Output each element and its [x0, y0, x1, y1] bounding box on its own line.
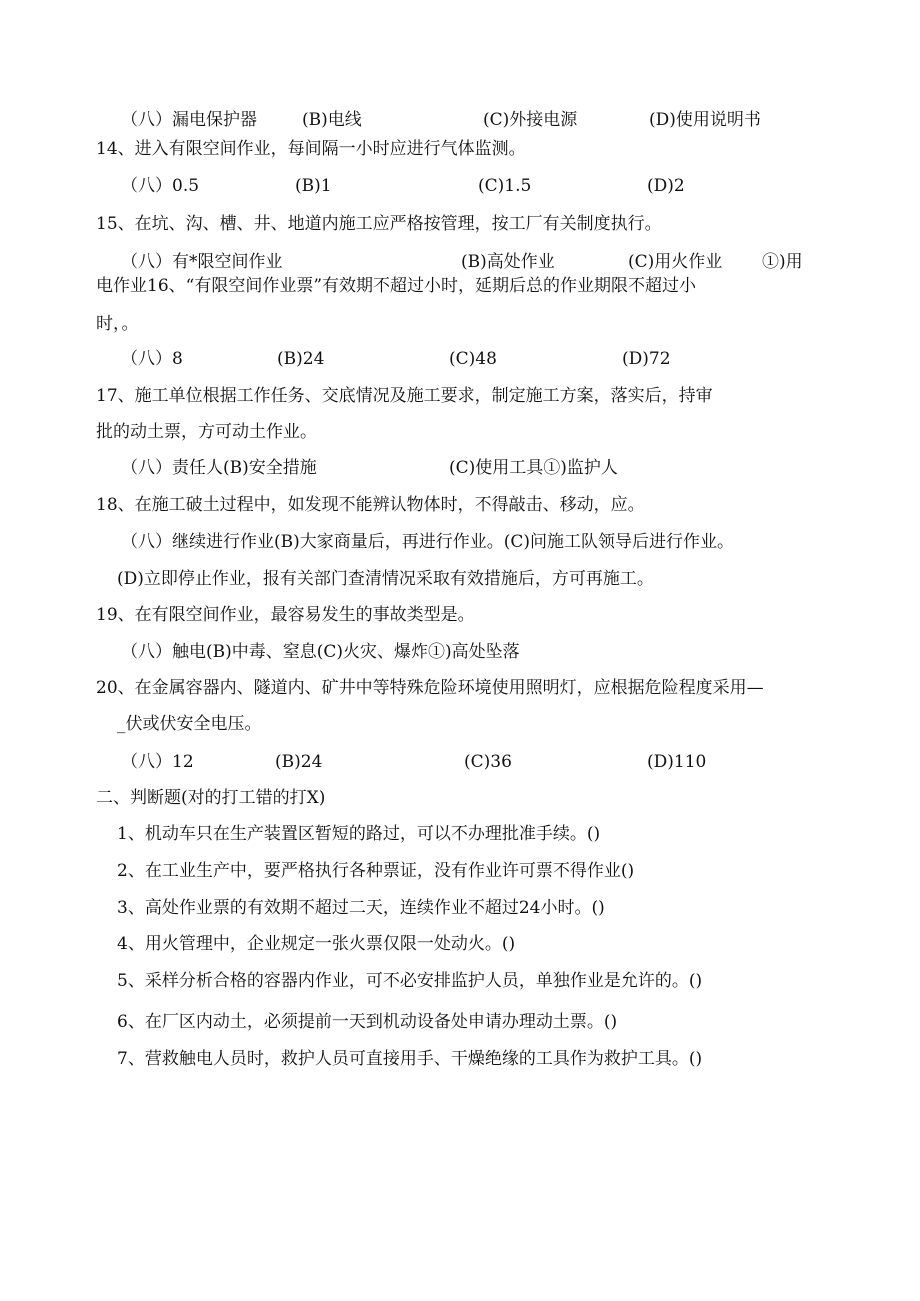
- q14-stem: 14、进入有限空间作业，每间隔一小时应进行气体监测。: [96, 139, 526, 159]
- q19-stem: 19、在有限空间作业，最容易发生的事故类型是。: [96, 605, 475, 625]
- tf-item-7: 7、营救触电人员时，救护人员可直接用手、干燥绝缘的工具作为救护工具。(): [117, 1049, 703, 1069]
- q20-option-a: （八）12: [121, 752, 194, 772]
- q16-stem: 16、“有限空间作业票”有效期不超过小时，延期后总的作业期限不超过小: [147, 276, 697, 296]
- q13-option-c: (C)外接电源: [483, 110, 578, 130]
- q17-stem-cont: 批的动土票，方可动土作业。: [96, 422, 317, 442]
- q19-options: （八）触电(B)中毒、窒息(C)火灾、爆炸①)高处坠落: [121, 642, 520, 662]
- q18-option-d: (D)立即停止作业，报有关部门查清情况采取有效措施后，方可再施工。: [117, 569, 654, 589]
- q15-stem: 15、在坑、沟、槽、井、地道内施工应严格按管理，按工厂有关制度执行。: [96, 214, 662, 234]
- q17-options-ab: （八）责任人(B)安全措施: [121, 458, 317, 478]
- q20-option-b: (B)24: [275, 752, 323, 772]
- section2-title: 二、判断题(对的打工错的打X): [96, 788, 326, 808]
- q14-option-d: (D)2: [647, 176, 685, 196]
- q20-stem: 20、在金属容器内、隧道内、矿井中等特殊危险环境使用照明灯，应根据危险程度采用—: [96, 678, 764, 698]
- q15-option-c: (C)用火作业: [628, 252, 723, 272]
- q17-stem: 17、施工单位根据工作任务、交底情况及施工要求，制定施工方案，落实后，持审: [96, 386, 713, 406]
- q16-option-a: （八）8: [121, 349, 183, 369]
- q13-option-d: (D)使用说明书: [649, 110, 761, 130]
- q15-option-b: (B)高处作业: [461, 252, 555, 272]
- tf-item-1: 1、机动车只在生产装置区暂短的路过，可以不办理批准手续。(): [117, 824, 601, 844]
- q18-options-abc: （八）继续进行作业(B)大家商量后，再进行作业。(C)问施工队领导后进行作业。: [121, 532, 735, 552]
- q14-option-b: (B)1: [295, 176, 332, 196]
- q14-option-a: （八）0.5: [121, 176, 200, 196]
- q17-options-cd: (C)使用工具①)监护人: [449, 458, 618, 478]
- q15-option-d: ①)用: [762, 252, 803, 272]
- q20-stem-cont: _伏或伏安全电压。: [117, 714, 262, 734]
- tf-item-2: 2、在工业生产中，要严格执行各种票证，没有作业许可票不得作业(): [117, 861, 635, 881]
- q18-stem: 18、在施工破土过程中，如发现不能辨认物体时，不得敲击、移动，应。: [96, 495, 645, 515]
- tf-item-5: 5、采样分析合格的容器内作业，可不必安排监护人员，单独作业是允许的。(): [117, 971, 703, 991]
- q15-option-a: （八）有*限空间作业: [121, 252, 283, 272]
- q13-option-a: （八）漏电保护器: [121, 110, 257, 130]
- tf-item-3: 3、高处作业票的有效期不超过二天，连续作业不超过24小时。(): [117, 898, 605, 918]
- q16-option-d: (D)72: [622, 349, 671, 369]
- q13-option-b: (B)电线: [302, 110, 362, 130]
- q15-option-d-wrap: 电作业: [96, 276, 147, 296]
- tf-item-6: 6、在厂区内动土，必须提前一天到机动设备处申请办理动土票。(): [117, 1012, 618, 1032]
- q14-option-c: (C)1.5: [478, 176, 532, 196]
- tf-item-4: 4、用火管理中，企业规定一张火票仅限一处动火。(): [117, 934, 516, 954]
- q16-option-c: (C)48: [449, 349, 497, 369]
- q16-stem-cont: 时，。: [96, 314, 139, 334]
- q20-option-c: (C)36: [464, 752, 512, 772]
- q20-option-d: (D)110: [647, 752, 707, 772]
- q16-option-b: (B)24: [277, 349, 325, 369]
